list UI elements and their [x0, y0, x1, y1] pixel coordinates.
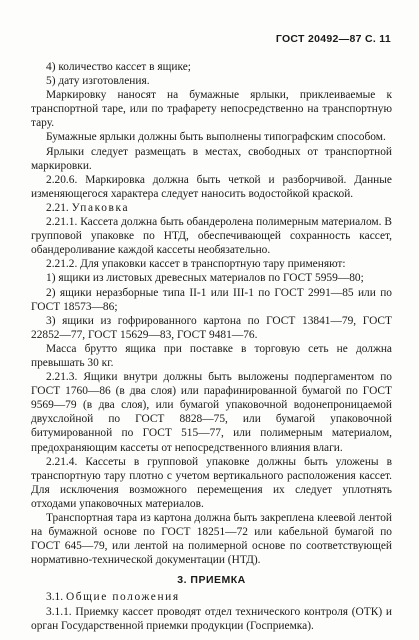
paragraph: Маркировку наносят на бумажные ярлыки, приклеиваемые к транспортной таре, или по трафарету непосредственно на транспортную тару.	[31, 89, 392, 130]
paragraph: Транспортная тара из картона должна быть закреплена клеевой лентой на бумажной основе по ГОСТ 18251—72 или кабельной бумагой по ГОСТ 645—79, или лентой на полимерной основе по соответствующей нормативно-технической документации (НТД).	[31, 512, 392, 567]
subsection-number: 3.1.	[46, 591, 64, 604]
subsection-title: Упаковка	[71, 201, 130, 214]
paragraph: 4) количество кассет в ящике;	[46, 61, 191, 73]
section-heading: 3. ПРИЕМКА	[177, 574, 246, 587]
paragraph: 2) ящики неразборные типа II-1 или III-1 по ГОСТ 2991—85 или по ГОСТ 18573—86;	[31, 286, 392, 313]
paragraph: 2.21.4. Кассеты в групповой упаковке должны быть уложены в транспортную тару плотно с учетом вертикального расположения кассет. Для исключения возможного перемещения их следует уплотнять отходами упаковочных материалов.	[31, 455, 392, 510]
subsection-heading	[31, 590, 392, 604]
page-header: ГОСТ 20492—87 С. 11	[275, 33, 391, 45]
paragraph: 3) ящики из гофрированного картона по ГОСТ 13841—79, ГОСТ 22852—77, ГОСТ 15629—83, ГОСТ 9481—76.	[31, 314, 392, 341]
paragraph: 2.20.6. Маркировка должна быть четкой и разборчивой. Данные изменяющегося характера следует наносить водостойкой краской.	[31, 173, 392, 200]
paragraph: 1) ящики из листовых древесных материалов по ГОСТ 5959—80;	[46, 272, 364, 285]
subsection-number: 2.21.	[46, 201, 69, 214]
paragraph: 5) дату изготовления.	[46, 75, 150, 88]
paragraph: Масса брутто ящика при поставке в торговую сеть не должна превышать 30 кг.	[31, 342, 392, 369]
paragraph: 2.21.1. Кассета должна быть обандеролена полимерным материалом. В групповой упаковке по НТД, обеспечивающей сохранность кассет, обандероливание каждой кассеты необязательно.	[31, 216, 392, 257]
paragraph: 3.1.1. Приемку кассет проводят отдел технического контроля (ОТК) и орган Государственной приемки продукции (Госприемка).	[31, 605, 392, 632]
subsection-title: Общие положения	[65, 591, 180, 604]
document-body	[31, 60, 392, 633]
paragraph: Ярлыки следует размещать в местах, свободных от транспортной маркировки.	[31, 145, 392, 172]
paragraph: Бумажные ярлыки должны быть выполнены типографским способом.	[46, 131, 386, 144]
paragraph: 2.21.3. Ящики внутри должны быть выложены подпергаментом по ГОСТ 1760—86 (в два слоя) или парафинированной бумагой по ГОСТ 9569—79 (в два слоя), или бумагой упаковочной водонепроницаемой двухслойной по ГОСТ 8828—75, или бумагой упаковочной битумированной по ГОСТ 515—77, или полимерным материалом, предохраняющим кассеты от непосредственного влияния влаги.	[31, 371, 392, 454]
paragraph: 2.21.2. Для упаковки кассет в транспортную тару применяют:	[46, 258, 346, 271]
subsection-heading	[31, 201, 392, 215]
